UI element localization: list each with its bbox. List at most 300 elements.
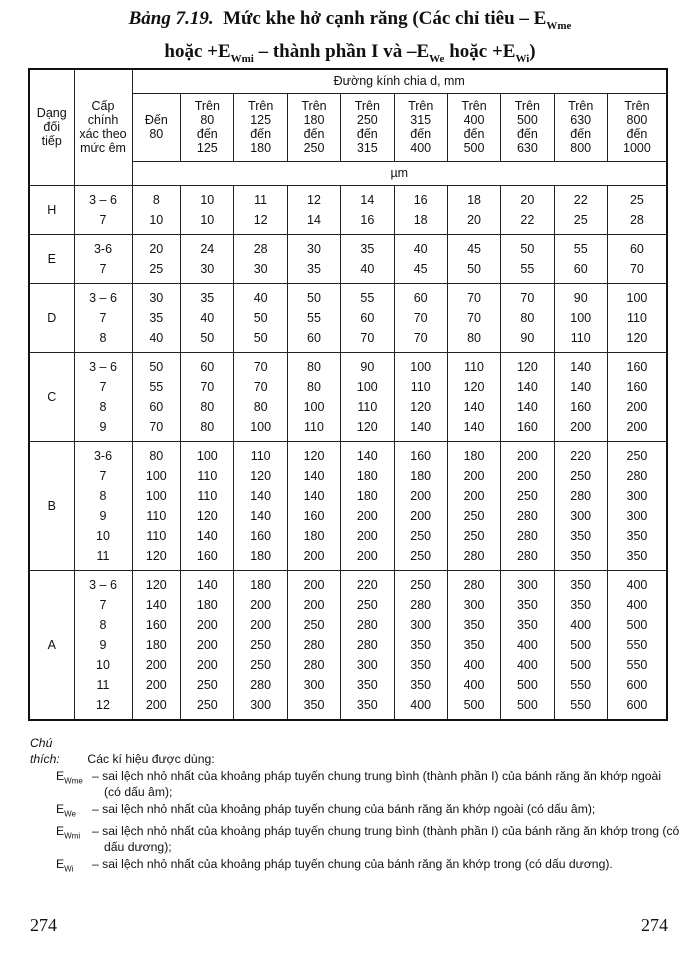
diameter-header-line: 125 bbox=[196, 141, 218, 155]
backlash-value: 280 bbox=[516, 508, 538, 523]
backlash-value: 350 bbox=[303, 697, 325, 712]
backlash-value: 180 bbox=[196, 597, 218, 612]
diameter-header-line: Trên bbox=[194, 99, 220, 113]
backlash-value: 500 bbox=[463, 697, 485, 712]
backlash-value: 350 bbox=[410, 677, 432, 692]
table-group-row bbox=[29, 352, 667, 441]
table-title: Bảng 7.19. Mức khe hở cạnh răng (Các chỉ tiêu – $E_{Wme}$ hoặc $+E_{Wmi}$ – thành phần I và $-E_{We}$ hoặc $+E_{Wi}$) bbox=[128, 8, 572, 65]
backlash-value: 140 bbox=[570, 379, 592, 394]
backlash-value: 120 bbox=[463, 379, 485, 394]
backlash-value: 10 bbox=[200, 212, 215, 227]
symbol-letter: E bbox=[56, 769, 65, 783]
backlash-value: 280 bbox=[356, 617, 378, 632]
backlash-value: 18 bbox=[413, 212, 428, 227]
grade-value: 3 – 6 bbox=[89, 290, 117, 305]
backlash-value: 110 bbox=[250, 448, 271, 463]
grade-cell bbox=[74, 570, 132, 720]
value-cell bbox=[287, 283, 340, 352]
backlash-value: 16 bbox=[360, 212, 375, 227]
backlash-value: 110 bbox=[410, 379, 431, 394]
table-number: Bảng 7.19. bbox=[128, 8, 214, 29]
backlash-value: 120 bbox=[145, 577, 167, 592]
backlash-value: 18 bbox=[467, 192, 481, 207]
mating-type-cell: A bbox=[29, 570, 74, 720]
diameter-header-line: đến bbox=[463, 127, 485, 141]
backlash-value: 70 bbox=[413, 310, 428, 325]
backlash-value: 200 bbox=[463, 488, 485, 503]
value-cell bbox=[447, 570, 500, 720]
backlash-value: 350 bbox=[410, 637, 432, 652]
symbol-letter: E bbox=[56, 824, 65, 839]
backlash-value: 25 bbox=[149, 261, 164, 276]
footnote-symbol bbox=[30, 801, 92, 822]
header-diameter: Đường kính chia d, mm bbox=[132, 69, 667, 93]
backlash-value: 200 bbox=[410, 508, 432, 523]
grade-value: 11 bbox=[96, 677, 110, 692]
backlash-value: 30 bbox=[253, 261, 268, 276]
diameter-header-line: đến bbox=[196, 127, 218, 141]
value-cell bbox=[607, 185, 667, 234]
backlash-value: 140 bbox=[463, 419, 485, 434]
backlash-value: 280 bbox=[303, 657, 325, 672]
backlash-value: 280 bbox=[626, 468, 648, 483]
diameter-header-line: 630 bbox=[516, 141, 538, 155]
value-cell bbox=[181, 185, 234, 234]
backlash-value: 80 bbox=[307, 379, 321, 394]
backlash-value: 120 bbox=[516, 359, 538, 374]
header-unit: µm bbox=[132, 161, 667, 185]
backlash-value: 70 bbox=[253, 379, 268, 394]
backlash-value: 250 bbox=[463, 528, 485, 543]
backlash-value: 90 bbox=[520, 330, 535, 345]
value-cell bbox=[234, 185, 287, 234]
backlash-value: 28 bbox=[253, 241, 268, 256]
backlash-value: 60 bbox=[149, 399, 164, 414]
value-cell bbox=[341, 352, 394, 441]
table-group-row bbox=[29, 570, 667, 720]
backlash-value: 25 bbox=[573, 212, 588, 227]
grade-value: 8 bbox=[99, 488, 107, 503]
backlash-value: 140 bbox=[303, 488, 325, 503]
backlash-value: 400 bbox=[516, 637, 538, 652]
backlash-value: 20 bbox=[520, 192, 535, 207]
symbol-subscript: Wi bbox=[64, 864, 74, 874]
backlash-value: 250 bbox=[410, 577, 432, 592]
backlash-value: 40 bbox=[360, 261, 375, 276]
grade-value: 3 – 6 bbox=[89, 359, 117, 374]
backlash-value: 60 bbox=[413, 290, 428, 305]
backlash-value: 80 bbox=[467, 330, 481, 345]
diameter-header-line: Trên bbox=[301, 99, 327, 113]
backlash-value: 120 bbox=[303, 448, 325, 463]
backlash-value: 70 bbox=[200, 379, 215, 394]
backlash-value: 500 bbox=[516, 697, 538, 712]
backlash-value: 250 bbox=[570, 468, 592, 483]
backlash-value: 180 bbox=[463, 448, 485, 463]
backlash-value: 280 bbox=[516, 528, 538, 543]
backlash-value: 550 bbox=[570, 677, 592, 692]
backlash-value: 350 bbox=[516, 617, 538, 632]
symbol-subscript: Wmi bbox=[64, 831, 81, 841]
backlash-value: 350 bbox=[570, 597, 592, 612]
backlash-value: 40 bbox=[413, 241, 428, 256]
backlash-value: 110 bbox=[357, 399, 378, 414]
backlash-value: 110 bbox=[626, 310, 647, 325]
backlash-value: 300 bbox=[570, 508, 592, 523]
backlash-value: 40 bbox=[200, 310, 215, 325]
diameter-header-line: 250 bbox=[303, 141, 325, 155]
value-cell bbox=[234, 441, 287, 570]
backlash-value: 250 bbox=[410, 548, 432, 563]
backlash-value: 200 bbox=[145, 677, 167, 692]
backlash-value: 550 bbox=[626, 637, 648, 652]
value-cell bbox=[394, 185, 447, 234]
backlash-value: 30 bbox=[307, 241, 321, 256]
table-group-row bbox=[29, 185, 667, 234]
backlash-value: 140 bbox=[250, 488, 272, 503]
diameter-header-line: 500 bbox=[516, 113, 538, 127]
backlash-value: 280 bbox=[356, 637, 378, 652]
diameter-header-line: Trên bbox=[408, 99, 434, 113]
backlash-value: 280 bbox=[516, 548, 538, 563]
grade-value: 3-6 bbox=[93, 448, 113, 463]
backlash-value: 160 bbox=[250, 528, 272, 543]
backlash-value: 120 bbox=[145, 548, 167, 563]
backlash-value: 200 bbox=[303, 597, 325, 612]
backlash-value: 80 bbox=[200, 399, 215, 414]
value-cell bbox=[447, 234, 500, 283]
backlash-value: 250 bbox=[303, 617, 325, 632]
backlash-value: 60 bbox=[200, 359, 215, 374]
backlash-value: 35 bbox=[360, 241, 375, 256]
backlash-value: 12 bbox=[253, 212, 268, 227]
value-cell bbox=[501, 441, 554, 570]
backlash-value: 22 bbox=[520, 212, 535, 227]
value-cell bbox=[234, 234, 287, 283]
backlash-value: 500 bbox=[626, 617, 648, 632]
value-cell bbox=[607, 283, 667, 352]
backlash-value: 400 bbox=[463, 657, 485, 672]
backlash-value: 200 bbox=[626, 419, 648, 434]
backlash-value: 200 bbox=[303, 577, 325, 592]
diameter-column-header bbox=[181, 93, 234, 161]
grade-value: 9 bbox=[99, 419, 107, 434]
backlash-value: 300 bbox=[626, 488, 648, 503]
grade-value: 7 bbox=[99, 310, 107, 325]
backlash-value: 280 bbox=[463, 577, 485, 592]
grade-value: 7 bbox=[99, 379, 107, 394]
diameter-header-line: 500 bbox=[463, 141, 485, 155]
backlash-value: 70 bbox=[467, 310, 481, 325]
backlash-value: 300 bbox=[626, 508, 648, 523]
backlash-value: 55 bbox=[573, 241, 588, 256]
diameter-header-line: 1000 bbox=[623, 141, 651, 155]
backlash-value: 90 bbox=[573, 290, 588, 305]
diameter-column-header bbox=[447, 93, 500, 161]
backlash-value: 300 bbox=[410, 617, 432, 632]
backlash-value: 80 bbox=[307, 359, 321, 374]
diameter-header-line: 125 bbox=[250, 113, 272, 127]
diameter-header-line: đến bbox=[356, 127, 378, 141]
backlash-value: 300 bbox=[356, 657, 378, 672]
backlash-value: 140 bbox=[303, 468, 325, 483]
value-cell bbox=[132, 185, 181, 234]
page-number-left: 274 bbox=[30, 915, 57, 935]
backlash-value: 140 bbox=[410, 419, 432, 434]
backlash-value: 110 bbox=[146, 508, 167, 523]
value-cell bbox=[554, 441, 607, 570]
grade-value: 11 bbox=[96, 548, 110, 563]
backlash-value: 180 bbox=[303, 528, 325, 543]
diameter-header-line: Đến bbox=[144, 113, 168, 127]
backlash-value: 100 bbox=[303, 399, 325, 414]
value-cell bbox=[394, 570, 447, 720]
diameter-column-header bbox=[132, 93, 181, 161]
value-cell bbox=[181, 570, 234, 720]
backlash-value: 200 bbox=[516, 448, 538, 463]
grade-value: 8 bbox=[99, 330, 107, 345]
backlash-value: 250 bbox=[463, 508, 485, 523]
diameter-header-line: đến bbox=[516, 127, 538, 141]
backlash-value: 24 bbox=[200, 241, 215, 256]
diameter-header-line: 630 bbox=[570, 113, 592, 127]
grade-value: 8 bbox=[99, 617, 107, 632]
diameter-header-line: Trên bbox=[568, 99, 594, 113]
backlash-value: 110 bbox=[197, 488, 218, 503]
backlash-value: 200 bbox=[196, 657, 218, 672]
diameter-header-line: đến bbox=[570, 127, 592, 141]
backlash-value: 250 bbox=[250, 637, 272, 652]
backlash-value: 400 bbox=[626, 577, 648, 592]
backlash-value: 160 bbox=[196, 548, 218, 563]
backlash-value: 30 bbox=[200, 261, 215, 276]
backlash-value: 350 bbox=[356, 677, 378, 692]
value-cell bbox=[341, 234, 394, 283]
backlash-value: 160 bbox=[570, 399, 592, 414]
backlash-value: 140 bbox=[250, 508, 272, 523]
backlash-value: 14 bbox=[307, 212, 321, 227]
backlash-value: 280 bbox=[463, 548, 485, 563]
backlash-value: 160 bbox=[303, 508, 325, 523]
footnote-text: – sai lệch nhỏ nhất của khoảng pháp tuyến chung trung bình (thành phần I) của bánh răng ăn khớp trong (có dấu dương); bbox=[92, 824, 680, 855]
value-cell bbox=[287, 570, 340, 720]
footnote-item bbox=[30, 768, 680, 800]
value-cell bbox=[287, 185, 340, 234]
backlash-value: 350 bbox=[463, 637, 485, 652]
grade-cell bbox=[74, 283, 132, 352]
footnote-text: – sai lệch nhỏ nhất của khoảng pháp tuyến chung của bánh răng ăn khớp trong (có dấu dương). bbox=[92, 857, 613, 872]
backlash-value: 250 bbox=[356, 597, 378, 612]
backlash-value: 70 bbox=[149, 419, 164, 434]
value-cell bbox=[394, 234, 447, 283]
backlash-value: 250 bbox=[626, 448, 648, 463]
backlash-value: 100 bbox=[356, 379, 378, 394]
backlash-value: 14 bbox=[360, 192, 375, 207]
backlash-value: 35 bbox=[307, 261, 321, 276]
value-cell bbox=[501, 185, 554, 234]
grade-value: 10 bbox=[96, 528, 110, 543]
grade-value: 9 bbox=[99, 508, 107, 523]
mating-type-cell: H bbox=[29, 185, 74, 234]
backlash-value: 100 bbox=[410, 359, 432, 374]
value-cell bbox=[341, 570, 394, 720]
footnote-symbol bbox=[30, 856, 92, 877]
backlash-value: 160 bbox=[516, 419, 538, 434]
diameter-header-line: 180 bbox=[303, 113, 325, 127]
backlash-value: 50 bbox=[520, 241, 535, 256]
backlash-value: 250 bbox=[516, 488, 538, 503]
backlash-value: 100 bbox=[570, 310, 592, 325]
backlash-value: 80 bbox=[253, 399, 268, 414]
header-accuracy-grade: Cấp chính xác theo mức êm bbox=[74, 69, 132, 185]
grade-cell bbox=[74, 185, 132, 234]
backlash-value: 350 bbox=[626, 548, 648, 563]
mating-type-cell: B bbox=[29, 441, 74, 570]
value-cell bbox=[501, 283, 554, 352]
backlash-value: 10 bbox=[149, 212, 164, 227]
value-cell bbox=[341, 441, 394, 570]
footnote-text: – sai lệch nhỏ nhất của khoảng pháp tuyến chung của bánh răng ăn khớp ngoài (có dấu âm); bbox=[92, 802, 596, 816]
backlash-value: 100 bbox=[626, 290, 648, 305]
mating-type-cell: E bbox=[29, 234, 74, 283]
backlash-value: 20 bbox=[149, 241, 164, 256]
backlash-value: 400 bbox=[516, 657, 538, 672]
backlash-value: 80 bbox=[520, 310, 535, 325]
diameter-header-line: đến bbox=[303, 127, 325, 141]
grade-value: 7 bbox=[99, 261, 107, 276]
grade-value: 9 bbox=[99, 637, 107, 652]
backlash-value: 60 bbox=[360, 310, 375, 325]
table-group-row bbox=[29, 283, 667, 352]
backlash-value: 100 bbox=[196, 448, 218, 463]
value-cell bbox=[607, 441, 667, 570]
diameter-header-line: đến bbox=[250, 127, 272, 141]
backlash-value: 180 bbox=[410, 468, 432, 483]
backlash-value: 220 bbox=[570, 448, 592, 463]
backlash-value: 200 bbox=[356, 508, 378, 523]
footnotes bbox=[30, 735, 680, 878]
value-cell bbox=[607, 570, 667, 720]
mating-type-cell: D bbox=[29, 283, 74, 352]
backlash-value: 200 bbox=[626, 399, 648, 414]
backlash-value: 250 bbox=[410, 528, 432, 543]
backlash-value: 110 bbox=[146, 528, 167, 543]
backlash-value: 11 bbox=[254, 192, 268, 207]
backlash-value: 600 bbox=[626, 677, 648, 692]
diameter-header-line: Trên bbox=[354, 99, 380, 113]
backlash-value: 50 bbox=[253, 330, 268, 345]
diameter-column-header bbox=[501, 93, 554, 161]
backlash-value: 120 bbox=[626, 330, 648, 345]
backlash-value: 350 bbox=[356, 697, 378, 712]
backlash-value: 550 bbox=[626, 657, 648, 672]
backlash-value: 400 bbox=[463, 677, 485, 692]
grade-value: 10 bbox=[96, 657, 110, 672]
backlash-value: 200 bbox=[463, 468, 485, 483]
table-group-row bbox=[29, 441, 667, 570]
backlash-value: 350 bbox=[570, 528, 592, 543]
backlash-value: 45 bbox=[467, 241, 481, 256]
backlash-value: 280 bbox=[303, 637, 325, 652]
backlash-value: 110 bbox=[304, 419, 324, 434]
footnote-item bbox=[30, 856, 680, 877]
backlash-value: 200 bbox=[410, 488, 432, 503]
diameter-header-line: 250 bbox=[356, 113, 378, 127]
backlash-value: 30 bbox=[149, 290, 164, 305]
backlash-value: 80 bbox=[200, 419, 215, 434]
backlash-value: 220 bbox=[356, 577, 378, 592]
backlash-value: 50 bbox=[253, 310, 268, 325]
diameter-header-line: 315 bbox=[356, 141, 378, 155]
value-cell bbox=[341, 283, 394, 352]
value-cell bbox=[501, 570, 554, 720]
backlash-value: 140 bbox=[463, 399, 485, 414]
backlash-table bbox=[28, 68, 668, 721]
value-cell bbox=[447, 352, 500, 441]
backlash-value: 160 bbox=[626, 359, 648, 374]
diameter-column-header bbox=[607, 93, 667, 161]
value-cell bbox=[394, 283, 447, 352]
diameter-header-line: đến bbox=[410, 127, 432, 141]
backlash-value: 550 bbox=[570, 697, 592, 712]
backlash-value: 350 bbox=[410, 657, 432, 672]
symbol-subscript: Wme bbox=[64, 776, 83, 786]
backlash-value: 160 bbox=[626, 379, 648, 394]
backlash-value: 100 bbox=[145, 468, 167, 483]
symbol-letter: E bbox=[56, 802, 65, 816]
backlash-value: 70 bbox=[360, 330, 375, 345]
notes-lead: Chú thích: bbox=[30, 736, 60, 766]
diameter-header-line: đến bbox=[626, 127, 648, 141]
diameter-header-line: 180 bbox=[250, 141, 272, 155]
value-cell bbox=[287, 234, 340, 283]
backlash-value: 180 bbox=[145, 637, 167, 652]
backlash-value: 200 bbox=[196, 617, 218, 632]
backlash-value: 120 bbox=[410, 399, 432, 414]
backlash-value: 120 bbox=[250, 468, 272, 483]
backlash-value: 80 bbox=[149, 448, 164, 463]
value-cell bbox=[132, 570, 181, 720]
backlash-value: 300 bbox=[463, 597, 485, 612]
backlash-value: 180 bbox=[356, 468, 378, 483]
backlash-value: 28 bbox=[629, 212, 644, 227]
diameter-header-line: Trên bbox=[514, 99, 540, 113]
backlash-value: 12 bbox=[307, 192, 321, 207]
backlash-value: 40 bbox=[149, 330, 164, 345]
backlash-value: 180 bbox=[356, 488, 378, 503]
backlash-value: 120 bbox=[356, 419, 378, 434]
backlash-value: 50 bbox=[307, 290, 321, 305]
header-mating-type: Dạng đối tiếp bbox=[29, 69, 74, 185]
diameter-header-line: 800 bbox=[570, 141, 592, 155]
backlash-value: 100 bbox=[145, 488, 167, 503]
backlash-value: 160 bbox=[145, 617, 167, 632]
page-number-right: 274 bbox=[641, 915, 668, 935]
grade-value: 3-6 bbox=[93, 241, 113, 256]
value-cell bbox=[607, 234, 667, 283]
backlash-value: 160 bbox=[410, 448, 432, 463]
symbol-subscript: We bbox=[64, 809, 76, 819]
value-cell bbox=[554, 570, 607, 720]
footnote-symbol bbox=[30, 823, 92, 855]
backlash-value: 55 bbox=[360, 290, 375, 305]
backlash-value: 200 bbox=[145, 657, 167, 672]
value-cell bbox=[132, 441, 181, 570]
backlash-value: 16 bbox=[413, 192, 428, 207]
symbol-letter: E bbox=[56, 857, 65, 872]
diameter-column-header bbox=[554, 93, 607, 161]
backlash-value: 200 bbox=[516, 468, 538, 483]
